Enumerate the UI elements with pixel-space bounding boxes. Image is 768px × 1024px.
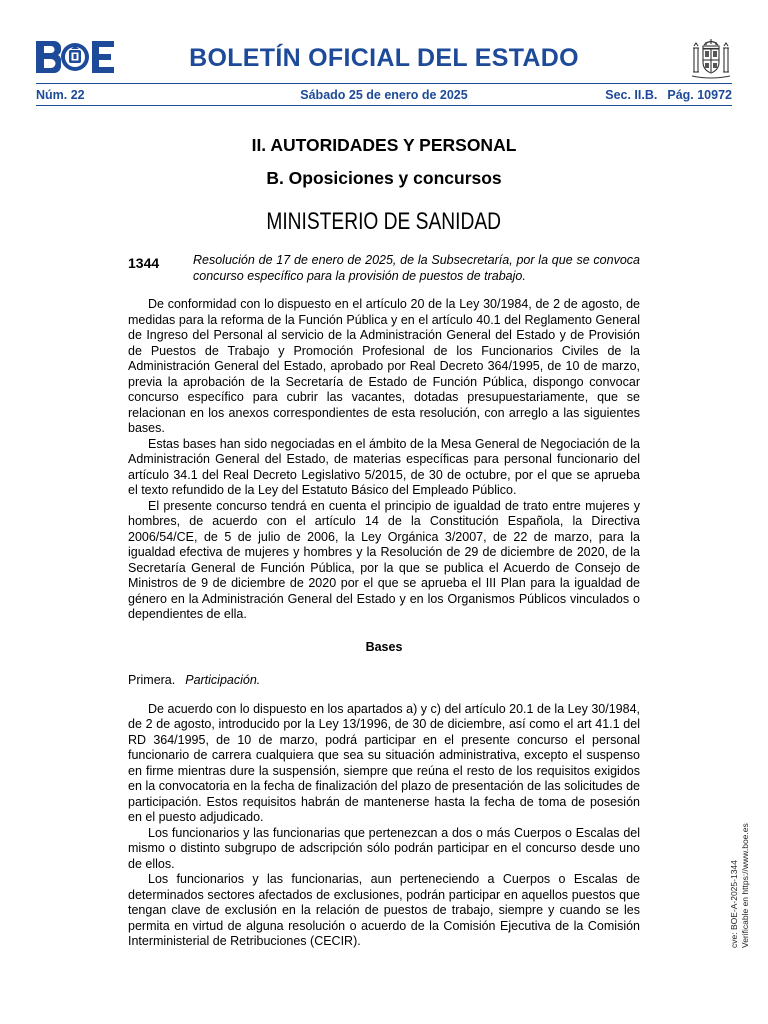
ministry-title (128, 208, 640, 236)
paragraph: El presente concurso tendrá en cuenta el principio de igualdad de trato entre mujeres y hombres, de acuerdo con el artículo 14 de la Constitución Española, la Directiva 2006/54/CE, de 5 de julio de 2006, la Ley Orgánica 3/2007, de 22 de marzo, para la igualdad efectiva de mujeres y hombres y la Resolución de 29 de diciembre de 2020, de la Secretaría General de Función Pública, por la que se publica el Acuerdo de Consejo de Ministros de 9 de diciembre de 2020 por el que se aprueba el III Plan para la igualdad de género en la Administración General del Estado y en los Organismos Públicos vinculados o dependientes de ella. (128, 498, 640, 621)
boe-logo (36, 41, 114, 73)
section-code: Sec. II.B. (605, 88, 658, 102)
ministry-title-text: MINISTERIO DE SANIDAD (266, 208, 502, 235)
cve-code: cve: BOE-A-2025-1344 (729, 860, 739, 948)
paragraph: Estas bases han sido negociadas en el ámbito de la Mesa General de Negociación de la Administración General del Estado, de materias específicas para personal funcionario del artículo 34.1 del Real Decreto Legislativo 5/2015, de 30 de octubre, por el que se aprueba el texto refundido de la Ley del Estatuto Básico del Empleado Público. (128, 436, 640, 497)
bases-heading: Bases (365, 639, 403, 654)
header-rule-bottom (36, 105, 732, 106)
verification-text (729, 823, 750, 948)
resolution-title: Resolución de 17 de enero de 2025, de la Subsecretaría, por la que se convoca concurso específico para la provisión de puestos de trabajo. (193, 253, 640, 283)
subsection-title: B. Oposiciones y concursos (266, 168, 502, 188)
section-title: II. AUTORIDADES Y PERSONAL (251, 135, 517, 155)
issue-number: Núm. 22 (36, 88, 85, 102)
paragraph: Los funcionarios y las funcionarias que pertenezcan a dos o más Cuerpos o Escalas del mismo o distinto subgrupo de adscripción sólo podrán participar en el concurso desde uno de ellos. (128, 825, 640, 871)
header-meta (36, 88, 732, 104)
coat-of-arms-icon (690, 36, 732, 80)
header-rule-top (36, 83, 732, 84)
issue-date: Sábado 25 de enero de 2025 (300, 88, 468, 102)
base-name: Participación. (185, 673, 261, 687)
paragraph: De conformidad con lo dispuesto en el artículo 20 de la Ley 30/1984, de 2 de agosto, de medidas para la reforma de la Función Pública y en el artículo 40.1 del Reglamento General de Ingreso del Personal al servicio de la Administración General del Estado y de Provisión de Puestos de Trabajo y Promoción Profesional de los Funcionarios Civiles de la Administración General del Estado, aprobado por Real Decreto 364/1995, de 10 de marzo, previa la aprobación de la Secretaría de Estado de Función Pública, dispongo convocar concurso específico para cubrir las vacantes, dotadas presupuestariamente, que se relacionan en los anexos correspondientes de esta resolución, con arreglo a las siguientes bases. (128, 297, 640, 435)
page-number: Pág. 10972 (667, 88, 732, 102)
verify-url[interactable]: Verificable en https://www.boe.es (739, 823, 750, 948)
newspaper-title: BOLETÍN OFICIAL DEL ESTADO (189, 44, 579, 72)
paragraph: Los funcionarios y las funcionarias, aun perteneciendo a Cuerpos o Escalas de determinados sectores afectados de exclusiones, podrán participar en aquellos puestos que tengan clave de exclusión en la relación de puestos de trabajo, siempre y cuando se les permita en virtud de alguna resolución o acuerdo de la Comisión Ejecutiva de la Comisión Interministerial de Retribuciones (CECIR). (128, 872, 640, 948)
resolution-number: 1344 (128, 255, 160, 271)
section-page (605, 88, 732, 102)
base-heading (128, 673, 640, 689)
base-label: Primera. (128, 673, 176, 687)
paragraph: De acuerdo con lo dispuesto en los apartados a) y c) del artículo 20.1 de la Ley 30/1984, de 2 de agosto, introducido por la Ley 13/1996, de 30 de diciembre, así como el art 41.1 del RD 364/1995, de 10 de marzo, podrá participar en el presente concurso el personal funcionario de carrera cualquiera que sea su situación administrativa, excepto el suspenso en firme mientras dure la suspensión, siempre que reúna el resto de los requisitos exigidos en la convocatoria en la fecha de finalización del plazo de presentación de las solicitudes de participación. Estos requisitos habrán de mantenerse hasta la fecha de toma de posesión en el puesto adjudicado. (128, 701, 640, 824)
document-body (128, 297, 640, 950)
